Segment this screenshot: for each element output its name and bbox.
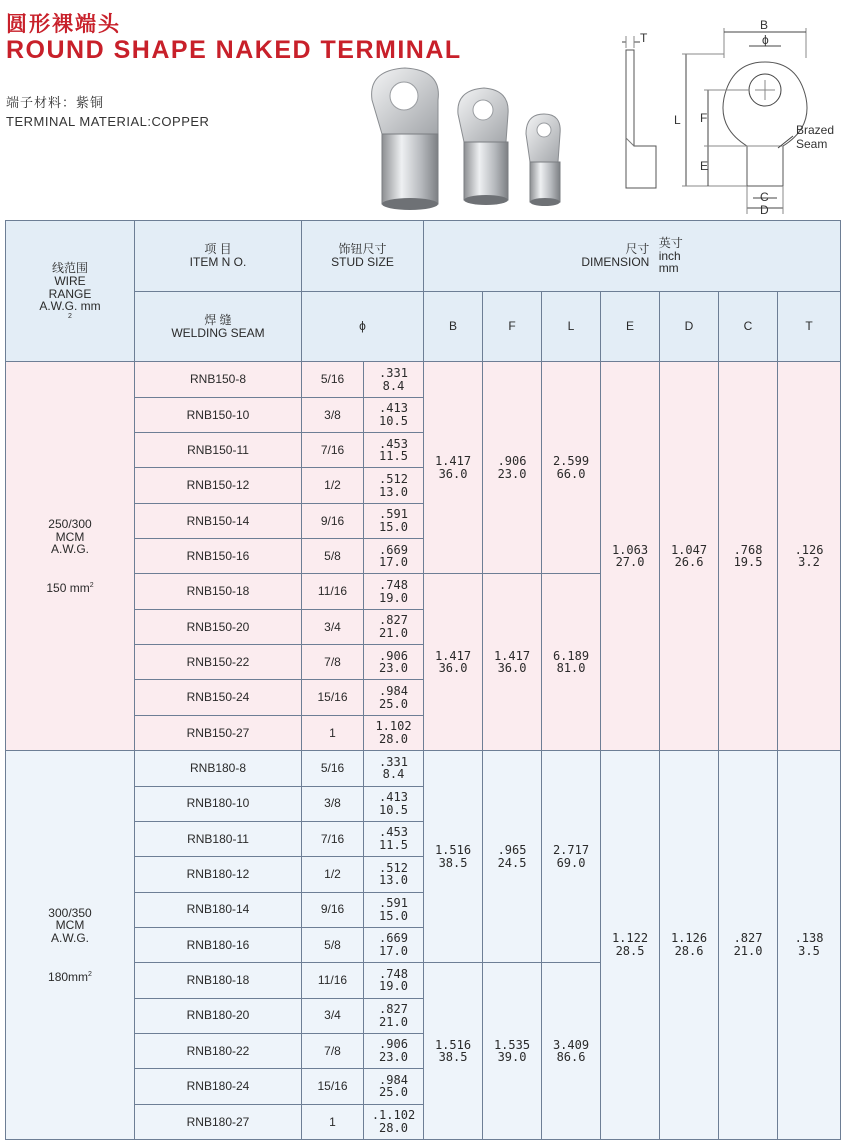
value-inch: 1.126 — [670, 931, 708, 946]
value-mm: 3.5 — [798, 944, 820, 959]
stud-fraction: 7/8 — [302, 645, 364, 680]
stud-size-value — [364, 433, 424, 468]
label-phi: ϕ — [762, 33, 769, 47]
value-inch: 1.417 — [434, 648, 472, 663]
label-c: C — [760, 190, 769, 204]
value-inch: 2.599 — [552, 454, 590, 469]
stud-inch: .331 — [379, 365, 408, 380]
stud-size-value — [364, 1104, 424, 1139]
item-number: RNB180-10 — [135, 786, 302, 821]
item-number: RNB150-14 — [135, 503, 302, 538]
value-inch: 1.535 — [493, 1037, 531, 1052]
stud-fraction: 3/4 — [302, 609, 364, 644]
stud-mm: 8.4 — [382, 378, 405, 393]
stud-mm: 23.0 — [379, 661, 408, 676]
stud-fraction: 9/16 — [302, 892, 364, 927]
label-b: B — [760, 18, 769, 32]
stud-inch: .827 — [379, 1002, 408, 1017]
dim-d-cell — [660, 362, 719, 751]
dim-b-cell — [424, 362, 483, 574]
label-t: T — [640, 31, 648, 45]
value-mm: 28.6 — [674, 944, 704, 959]
dim-f-cell — [483, 574, 542, 751]
stud-inch: .453 — [379, 436, 408, 451]
superscript: 2 — [89, 581, 94, 589]
dim-b-cell — [424, 574, 483, 751]
value-inch: 3.409 — [552, 1037, 590, 1052]
stud-inch: .1.102 — [371, 1108, 416, 1123]
label-seam: Seam — [796, 137, 828, 151]
value-inch: 1.063 — [611, 542, 649, 557]
item-number: RNB180-11 — [135, 821, 302, 856]
stud-mm: 17.0 — [379, 555, 408, 570]
stud-inch: .669 — [379, 542, 408, 557]
stud-size-value — [364, 821, 424, 856]
stud-inch: .906 — [379, 648, 408, 663]
value-mm: 39.0 — [497, 1050, 527, 1065]
wire-range-cell — [6, 362, 135, 751]
dim-l-cell — [542, 362, 601, 574]
stud-inch: .512 — [379, 471, 408, 486]
wire-range-line: 150 mm — [46, 580, 90, 595]
stud-inch: .984 — [379, 684, 408, 699]
value-mm: 86.6 — [556, 1050, 586, 1065]
stud-fraction: 11/16 — [302, 963, 364, 998]
superscript: 2 — [88, 970, 92, 978]
value-mm: 3.2 — [798, 555, 820, 570]
dim-c-cell — [719, 362, 778, 751]
stud-size-value — [364, 609, 424, 644]
header-phi: ϕ — [302, 291, 424, 362]
range-mm-line — [6, 971, 134, 984]
stud-mm: 23.0 — [379, 1050, 408, 1065]
value-inch: 1.417 — [434, 454, 472, 469]
stud-inch: .591 — [379, 507, 408, 522]
stud-mm: 8.4 — [382, 767, 405, 782]
stud-fraction: 1/2 — [302, 468, 364, 503]
dim-d-cell — [660, 751, 719, 1140]
stud-mm: 21.0 — [379, 625, 408, 640]
stud-size-value — [364, 503, 424, 538]
item-number: RNB150-24 — [135, 680, 302, 715]
stud-inch: .984 — [379, 1072, 408, 1087]
label-brazed: Brazed — [796, 123, 835, 137]
item-number: RNB180-27 — [135, 1104, 302, 1139]
value-mm: 66.0 — [556, 466, 586, 481]
header-col-f: F — [483, 291, 542, 362]
value-mm: 38.5 — [438, 1050, 468, 1065]
stud-fraction: 7/16 — [302, 821, 364, 856]
wire-range-line: 180mm — [48, 969, 89, 984]
dim-l-cell — [542, 574, 601, 751]
dim-f-cell — [483, 751, 542, 963]
page-title: ROUND SHAPE NAKED TERMINAL — [6, 36, 462, 64]
stud-inch: .669 — [379, 931, 408, 946]
item-number: RNB180-14 — [135, 892, 302, 927]
item-number: RNB150-8 — [135, 362, 302, 397]
wire-range-line: A.W.G. — [50, 931, 89, 946]
stud-size-value — [364, 574, 424, 609]
value-mm: 27.0 — [615, 555, 645, 570]
stud-mm: 28.0 — [379, 731, 408, 746]
value-inch: 1.047 — [670, 542, 708, 557]
item-number: RNB180-8 — [135, 751, 302, 786]
item-number: RNB150-27 — [135, 715, 302, 750]
dim-t-cell — [778, 751, 841, 1140]
header-stud-size: 饰钮尺寸 STUD SIZE — [302, 221, 424, 292]
dimension-drawing — [600, 18, 840, 218]
title-chinese: 圆形裸端头 — [6, 13, 121, 36]
stud-fraction: 1 — [302, 1104, 364, 1139]
label-e: E — [700, 159, 709, 173]
stud-inch: .331 — [379, 754, 408, 769]
wire-range-cell — [6, 751, 135, 1140]
stud-mm: 11.5 — [379, 838, 408, 853]
dim-b-cell — [424, 963, 483, 1140]
stud-fraction: 5/8 — [302, 539, 364, 574]
wire-range-line: 300/350 — [48, 905, 92, 920]
label-f: F — [700, 111, 708, 125]
stud-inch: .748 — [379, 578, 408, 593]
stud-size-value — [364, 751, 424, 786]
stud-mm: 19.0 — [379, 590, 408, 605]
dim-e-cell — [601, 751, 660, 1140]
stud-size-value — [364, 397, 424, 432]
dim-t-cell — [778, 362, 841, 751]
header-col-b: B — [424, 291, 483, 362]
stud-inch: .827 — [379, 613, 408, 628]
value-inch: 1.417 — [493, 648, 531, 663]
wire-range-line: A.W.G. — [50, 542, 89, 557]
value-mm: 23.0 — [497, 466, 527, 481]
stud-mm: 15.0 — [379, 519, 408, 534]
value-inch: .827 — [733, 931, 763, 946]
value-mm: 36.0 — [438, 661, 468, 676]
stud-fraction: 15/16 — [302, 1069, 364, 1104]
header-col-e: E — [601, 291, 660, 362]
stud-fraction: 5/16 — [302, 362, 364, 397]
item-number: RNB180-12 — [135, 857, 302, 892]
stud-size-value — [364, 1033, 424, 1068]
stud-fraction: 3/4 — [302, 998, 364, 1033]
stud-fraction: 7/8 — [302, 1033, 364, 1068]
stud-fraction: 5/16 — [302, 751, 364, 786]
item-number: RNB150-16 — [135, 539, 302, 574]
stud-mm: 15.0 — [379, 908, 408, 923]
header-wire-range: 线范围 WIRE RANGE A.W.G. mm 2 — [6, 221, 135, 362]
stud-fraction: 5/8 — [302, 927, 364, 962]
stud-fraction: 7/16 — [302, 433, 364, 468]
header-col-c: C — [719, 291, 778, 362]
header-item-no: 项 目 ITEM N O. — [135, 221, 302, 292]
value-inch: 6.189 — [552, 648, 590, 663]
stud-size-value — [364, 963, 424, 998]
dim-f-cell — [483, 362, 542, 574]
stud-mm: 25.0 — [379, 1085, 408, 1100]
value-inch: .906 — [497, 454, 527, 469]
value-inch: 1.122 — [611, 931, 649, 946]
wire-range-line: MCM — [55, 529, 85, 544]
dim-e-cell — [601, 362, 660, 751]
stud-mm: 17.0 — [379, 944, 408, 959]
header-col-t: T — [778, 291, 841, 362]
value-mm: 81.0 — [556, 661, 586, 676]
stud-fraction: 1 — [302, 715, 364, 750]
value-inch: .965 — [497, 843, 527, 858]
stud-fraction: 1/2 — [302, 857, 364, 892]
material-english: TERMINAL MATERIAL:COPPER — [6, 114, 210, 129]
value-inch: 2.717 — [552, 843, 590, 858]
value-mm: 24.5 — [497, 855, 527, 870]
item-number: RNB150-22 — [135, 645, 302, 680]
stud-size-value — [364, 645, 424, 680]
spec-table — [5, 220, 841, 1140]
item-number: RNB150-12 — [135, 468, 302, 503]
item-number: RNB180-24 — [135, 1069, 302, 1104]
stud-mm: 11.5 — [379, 449, 408, 464]
material-chinese: 端子材料：紫铜 — [6, 95, 105, 110]
stud-mm: 25.0 — [379, 696, 408, 711]
stud-size-value — [364, 468, 424, 503]
stud-fraction: 3/8 — [302, 786, 364, 821]
stud-inch: .453 — [379, 825, 408, 840]
value-mm: 19.5 — [733, 555, 763, 570]
stud-size-value — [364, 539, 424, 574]
stud-mm: 28.0 — [379, 1120, 408, 1135]
stud-size-value — [364, 680, 424, 715]
header-col-l: L — [542, 291, 601, 362]
table-row — [6, 751, 841, 786]
header-dimension: 尺寸 DIMENSION 英寸 inch mm — [424, 221, 841, 292]
stud-size-value — [364, 715, 424, 750]
stud-size-value — [364, 1069, 424, 1104]
item-number: RNB180-22 — [135, 1033, 302, 1068]
value-mm: 28.5 — [615, 944, 645, 959]
value-inch: 1.516 — [434, 843, 472, 858]
stud-size-value — [364, 786, 424, 821]
stud-inch: .906 — [379, 1037, 408, 1052]
dim-f-cell — [483, 963, 542, 1140]
stud-inch: .512 — [379, 860, 408, 875]
value-inch: 1.516 — [434, 1037, 472, 1052]
stud-size-value — [364, 998, 424, 1033]
dim-l-cell — [542, 963, 601, 1140]
stud-inch: 1.102 — [375, 719, 412, 734]
stud-inch: .591 — [379, 896, 408, 911]
stud-mm: 21.0 — [379, 1014, 408, 1029]
value-mm: 21.0 — [733, 944, 763, 959]
stud-mm: 13.0 — [379, 484, 408, 499]
stud-fraction: 15/16 — [302, 680, 364, 715]
item-number: RNB150-20 — [135, 609, 302, 644]
stud-mm: 19.0 — [379, 979, 408, 994]
product-photo — [360, 62, 580, 214]
header-welding-seam: 焊 缝 WELDING SEAM — [135, 291, 302, 362]
item-number: RNB150-11 — [135, 433, 302, 468]
stud-mm: 10.5 — [379, 413, 408, 428]
value-inch: .138 — [794, 931, 824, 946]
dim-c-cell — [719, 751, 778, 1140]
value-inch: .768 — [733, 542, 763, 557]
value-mm: 38.5 — [438, 855, 468, 870]
stud-size-value — [364, 892, 424, 927]
dim-b-cell — [424, 751, 483, 963]
header-col-d: D — [660, 291, 719, 362]
value-mm: 69.0 — [556, 855, 586, 870]
label-l: L — [674, 113, 681, 127]
item-number: RNB150-18 — [135, 574, 302, 609]
stud-size-value — [364, 927, 424, 962]
stud-fraction: 9/16 — [302, 503, 364, 538]
stud-inch: .413 — [379, 401, 408, 416]
value-mm: 36.0 — [497, 661, 527, 676]
stud-mm: 13.0 — [379, 873, 408, 888]
stud-fraction: 11/16 — [302, 574, 364, 609]
table-row — [6, 362, 841, 397]
stud-inch: .413 — [379, 790, 408, 805]
item-number: RNB180-18 — [135, 963, 302, 998]
stud-mm: 10.5 — [379, 802, 408, 817]
wire-range-line: 250/300 — [48, 517, 92, 532]
value-mm: 36.0 — [438, 466, 468, 481]
range-mm-line — [6, 582, 134, 595]
stud-fraction: 3/8 — [302, 397, 364, 432]
wire-range-line: MCM — [55, 918, 85, 933]
value-inch: .126 — [794, 542, 824, 557]
value-mm: 26.6 — [674, 555, 704, 570]
dim-l-cell — [542, 751, 601, 963]
item-number: RNB180-20 — [135, 998, 302, 1033]
stud-inch: .748 — [379, 966, 408, 981]
stud-size-value — [364, 857, 424, 892]
label-d: D — [760, 203, 769, 217]
item-number: RNB180-16 — [135, 927, 302, 962]
item-number: RNB150-10 — [135, 397, 302, 432]
stud-size-value — [364, 362, 424, 397]
